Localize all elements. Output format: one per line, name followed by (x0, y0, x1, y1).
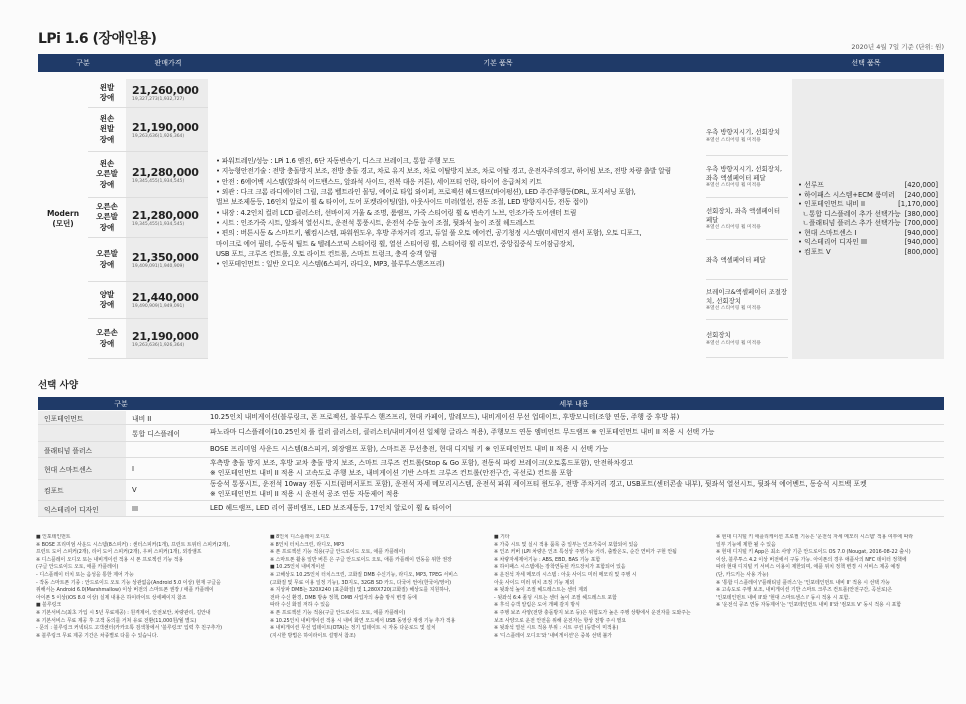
header-option: 선택 품목 (788, 54, 944, 72)
section-title: 선택 사양 (38, 380, 79, 391)
price-row (88, 238, 208, 282)
page-title: LPi 1.6 (장애인용) (38, 31, 157, 47)
footnote-line: 이상, 블루투스 4.2 이상 버전에서 구동 가능. 아이폰의 경우 애플사의 NFC 데이터 정책에 (716, 556, 907, 563)
spec-detail (204, 425, 944, 441)
option-price: [1,170,000] (898, 200, 938, 209)
option-name: • 컴포트 V (798, 247, 831, 256)
option-item (798, 229, 938, 239)
basic-feature-line: • 시트 : 인조가죽 시트, 앞좌석 열선시트, 운전석 통풍시트, 운전석 수동 높이 조절, 뒷좌석 높이 조절 헤드레스트 (216, 218, 535, 227)
footnote-line: 아웃 사이드 미러 위치 조정 기능 제외 (494, 579, 575, 586)
option-price: [420,000] (904, 181, 938, 189)
basic-feature-line: 벌브 보조제동등, 16인치 알로이 휠 & 타이어, 도어 포켓라이팅(앞), 아웃사이드 미러(열선, 전동 조절, LED 방향지시등, 전동 접이) (216, 198, 588, 207)
footnote-line: ※ 폰 프로젝션 기능 적용(구글 안드로이드 오토, 애플 카플레이) (270, 549, 406, 556)
footnote-line: (단, 카드키는 사용 가능) (716, 571, 769, 578)
basic-feature-line: • 편의 : 버튼시동 & 스마트키, 웰컴시스템, 파워윈도우, 후방 주차거리 경고, 듀얼 풀 오토 에어컨, 공기청정 시스템(미세먼지 센서 포함), 오토 디포그, (216, 229, 642, 238)
disability-type: 오른손 장애 (96, 328, 118, 348)
footnote-line: ※ '통합 디스플레이'/'플래티넘 플러스'는 '인포테인먼트 내비 II' 적용 시 선택 가능 (716, 579, 890, 586)
spec-subcategory: V (132, 486, 137, 494)
device-note: ※열선 스티어링 휠 미적용 (706, 183, 761, 189)
price-breakdown: 19,263,636(1,926,364) (132, 133, 185, 139)
sale-price: 21,260,000 (132, 84, 199, 97)
spec-detail (204, 411, 944, 424)
spec-subcategory: III (132, 504, 139, 513)
footnote-line: 아이폰 5 이상(iOS 8.0 이상) 실제 내용은 하이라이트 상세페이지 참조 (36, 594, 187, 601)
sale-price: 21,440,000 (132, 291, 199, 304)
spec-detail-line: ※ 인포테인먼트 내비 II 적용 시 운전석 공조 연동 자동제어 적용 (210, 490, 399, 498)
spec-detail-line: 후측방 충돌 방지 보조, 후방 교차 충돌 방지 보조, 스마트 크루즈 컨트롤(Stop & Go 포함), 전동식 파킹 브레이크(오토홀드포함), 안전하차경고 (210, 458, 634, 467)
spec-detail (204, 480, 944, 500)
device-item (706, 282, 788, 320)
price-basis-note: 2020년 4월 7일 기준 (단위: 원) (851, 43, 944, 51)
footnote-line: ※ '운전석 공조 연동 자동제어'는 '인포테인먼트 내비 II'와 '컴포트 V' 동시 적용 시 포함 (716, 602, 902, 609)
device-note: ※열선 스티어링 휠 미적용 (706, 306, 761, 312)
footnote-line: ※ 하이패스 시스템에는 장착연동된 카드장치가 포함되어 있음 (494, 564, 626, 571)
price-cell (126, 319, 208, 358)
basic-feature-line: • 외관 : 다크 크롬 라디에이터 그릴, 크롬 벨트라인 몰딩, 에어로 타입 와이퍼, 프로젝션 헤드램프(바이펑션), LED 주간주행등(DRL, 포지셔닝 포함), (216, 187, 636, 196)
option-price: [380,000] (904, 209, 938, 218)
spec-detail (204, 458, 944, 479)
header-basic: 기본 품목 (208, 54, 788, 72)
spec-detail-line: 파노라마 디스플레이(10.25인치 풀 컬러 클러스터, 클러스터/내비게이션 일체형 글라스 적용), 주행모드 연동 엠비언트 무드램프 ※ 인포테인먼트 내비 II 적용 시 선택 가능 (210, 428, 715, 437)
device-note: ※열선 스티어링 휠 미적용 (706, 225, 761, 231)
price-breakdown: 19,409,091(1,940,909) (132, 263, 185, 269)
spec-subcategory: 통합 디스플레이 (132, 430, 181, 438)
footnote-line: 프런트 도어 스피커(2개), 리어 도어 스피커(2개), 우퍼 스피커(1개), 외장앰프 (36, 549, 202, 556)
price-cell (126, 152, 208, 197)
option-name: • 선루프 (798, 181, 824, 189)
spec-row (38, 458, 944, 480)
footnote-line: ※ 주행 보조 사양(전방 충돌방지 보조 등)은 위험도가 높은 주행 상황에서 운전자를 도와주는 (494, 609, 691, 616)
spec-detail (204, 442, 944, 457)
spec-header-detail: 세부 내용 (204, 397, 944, 410)
footnote-line: ※ 디스플레이 오디오 또는 내비게이션 적용 시 폰 프로젝션 기능 적용 (36, 556, 184, 563)
spec-category: 플래티넘 플러스 (38, 442, 126, 457)
option-name: • 현대 스마트센스 I (798, 228, 857, 237)
footnote-line: ※ 가죽 시트 및 실시 적용 품목 중 일부는 인조가죽이 포함되어 있음 (494, 541, 639, 548)
basic-feature-line: 마이크로 에어 필터, 수동식 틸트 & 텔레스코픽 스티어링 휠, 열선 스티어링 휠, 스티어링 휠 리모컨, 중앙집중식 도어잠금장치, (216, 239, 575, 248)
option-item (798, 238, 938, 248)
device-item (706, 158, 788, 198)
footnote-line: (고화질 및 무료 이용 일정 기능), 3D지도, 32GB SD 카드, 다국어 언어(한국어/영어) (270, 579, 451, 586)
footnote-line: ■ 기타 (494, 534, 510, 540)
spec-category: 익스테리어 디자인 (38, 501, 126, 516)
sale-price: 21,190,000 (132, 329, 199, 343)
footnote-column (36, 534, 264, 640)
footnote-line: ※ 차량자세제어기능 : ABS, EBD, BAS 기능 포함 (494, 556, 601, 563)
device-text: 우측 방향지시기, 선회장치, 좌측 액셀페이터 페달 (706, 164, 783, 183)
option-list (798, 181, 938, 257)
footnote-line: ※ 고속도로 주행 보조, 내비게이션 기반 스마트 크루즈 컨트롤(안전구간, 곡선로)은 (716, 587, 893, 594)
price-breakdown: 19,345,455(1,934,545) (132, 221, 185, 227)
spec-header-category: 구분 (38, 397, 204, 410)
option-name: • 하이패스 시스템+ECM 룸미러 (798, 190, 895, 199)
spec-detail (204, 501, 944, 516)
footnote-line: ※ 폰 프로젝션 기능 적용(구글 안드로이드 오토, 애플 카플레이) (270, 609, 406, 616)
price-cell (126, 79, 208, 107)
price-breakdown: 19,345,455(1,934,545) (132, 178, 185, 184)
price-row (88, 319, 208, 359)
option-item (798, 248, 938, 258)
device-note: ※열선 스티어링 휠 미적용 (706, 340, 761, 346)
disability-type: 오른손 오른발 장애 (96, 202, 118, 232)
option-item (798, 191, 938, 201)
spec-row (38, 501, 944, 517)
spec-detail-line: ※ 인포테인먼트 내비 II 적용 시 고속도로 주행 보조, 내비게이션 기반 스마트 크루즈 컨트롤(안전구간, 곡선로) 컨트롤 포함 (210, 468, 573, 477)
footnote-line: - 뒷좌석 6:4 폴딩 시트는 센터 높이 조절 헤드레스트 포함 (494, 594, 617, 601)
footnote-line: ※ '디스플레이 오디오'와 '내비게이션'은 중복 선택 불가 (494, 632, 613, 639)
device-note: ※열선 스티어링 휠 미적용 (706, 137, 761, 143)
option-name: ㄴ플래티넘 플러스 추가 선택가능 (798, 219, 901, 228)
spec-subcategory: I (132, 464, 135, 473)
footnote-line: 따라 현대 디지털 키 서비스 이용이 제한되며, 애플 위치 정책 변경 시 서비스 제공 예정 (716, 564, 900, 571)
spec-category: 컴포트 (38, 480, 126, 500)
footnote-column (716, 534, 944, 610)
device-text: 선회장치, 좌측 액셀페이터 페달 (706, 206, 781, 225)
footnote-line: ※ 뒷좌석 열선 시트 적용 부위 : 시트 쿠션 (등받이 미적용) (494, 625, 619, 632)
disability-type: 오른발 장애 (96, 249, 118, 269)
disability-type: 왼손 오른발 장애 (96, 159, 118, 189)
option-panel (792, 79, 944, 359)
price-row (88, 198, 208, 238)
price-row (88, 152, 208, 198)
device-item (706, 322, 788, 358)
spec-category: 인포테인먼트 (38, 411, 126, 424)
footnote-line: 따라 수신 화질 저하 수 있음 (270, 602, 330, 609)
sale-price: 21,280,000 (132, 208, 199, 222)
option-price: [700,000] (904, 219, 938, 228)
option-price: [940,000] (904, 238, 938, 247)
footnote-line: ※ 8인치 터치스크린, 라디오, MP3 (270, 541, 345, 548)
option-name: • 인포테인먼트 내비 II (798, 200, 866, 209)
option-name: • 익스테리어 디자인 III (798, 238, 868, 247)
price-cell (126, 198, 208, 237)
device-item (706, 118, 788, 156)
spec-detail-line: LED 헤드램프, LED 리어 콤비램프, LED 보조제동등, 17인치 알로이 휠 & 타이어 (210, 503, 452, 512)
header-category: 구분 (38, 54, 128, 72)
device-text: 브레이크&액셀페이터 조절장치, 선회장치 (706, 287, 788, 306)
footnote-line: - 작동 스마트폰 기종 : 안드로이드 오토 기능 상관없음(Android 5.0 이상) 현재 구글을 (36, 579, 221, 586)
spec-subcategory: 내비 II (132, 414, 152, 423)
footnote-line: ■ 블루링크 (36, 602, 62, 609)
footnote-line: ※ 지상파 DMB는 320X240 (표준화질) 및 1,280X720(고화질) 해상도를 지원하나, (270, 587, 451, 594)
footnote-line: ※ 현대 디지털 키 애플리케이션 프로필 기능은 '운전석 자세 메모리 시스템' 적용 여부에 따라 (716, 534, 914, 540)
footnote-line: ■ 인포테인먼트 (36, 534, 71, 540)
option-price: [800,000] (904, 247, 938, 256)
option-item (798, 210, 938, 220)
footnote-line: ※ 뒷좌석 높이 조절 헤드레스트는 센터 제외 (494, 587, 588, 594)
option-price: [940,000] (904, 228, 938, 237)
spec-row (38, 442, 944, 458)
footnote-line: ※ 후석 승객 알림은 도어 개폐 감지 방식 (494, 602, 580, 609)
price-cell (126, 108, 208, 151)
spec-detail-line: BOSE 프리미엄 사운드 시스템(8스피커, 외장앰프 포함), 스마트폰 무선충전, 현대 디지털 키 ※ 인포테인먼트 내비 II 적용 시 선택 가능 (210, 444, 609, 453)
footnote-line: ※ 고해상도 10.25인치 터치스크린, 고화질 DMB 수신기능, 라디오, MP3, TPEG 서비스 (270, 571, 458, 578)
basic-feature-line: • 파워트레인/성능 : LPi 1.6 엔진, 6단 자동변속기, 디스크 브레이크, 통합 주행 모드 (216, 157, 455, 165)
basic-feature-line: USB 포트, 크루즈 컨트롤, 오토 라이트 컨트롤, 스마트 트렁크, 충격 승객 알림 (216, 249, 438, 258)
header-price: 판매가격 (128, 54, 208, 72)
basic-features (216, 156, 702, 270)
footnote-line: ※ 인조 커버 (LPI 차량은 인조 특성상 주행가능 거리, 출발온도, 순간 연비가 구현 안됨 (494, 549, 677, 556)
footnote-line: ※ 현대 디지털 키 App은 최소 사양 기준 안드로이드 OS 7.0 (Nougat, 2016-08-22 출시) (716, 549, 911, 556)
disability-type: 왼손 왼발 장애 (99, 114, 115, 144)
price-breakdown: 19,263,636(1,926,364) (132, 342, 185, 348)
footnote-line: ※ BOSE 프리미엄 사운드 시스템(8스피커) : 센터스피커(1개), 프런트 트위터 스피커(2개), (36, 541, 230, 548)
footnote-line: ※ 기본서비스 무료 제공 후 고객 동의를 거쳐 유료 전환(11,000원/월 별도) (36, 617, 197, 624)
option-price: [240,000] (904, 190, 938, 199)
spec-row (38, 411, 944, 425)
footnote-column (494, 534, 712, 640)
price-row (88, 79, 208, 108)
sale-price: 21,280,000 (132, 165, 199, 179)
price-breakdown: 19,327,273(1,932,727) (132, 97, 185, 102)
spec-category: 현대 스마트센스 (38, 458, 126, 479)
footnote-line: (지시한 방법은 하이라이트 설명서 참조) (270, 632, 356, 639)
footnote-column (270, 534, 490, 640)
footnote-line: 위해서는 Android 6.0(Marshmallow) 이상 버전의 스마트폰 권장 / 애플 카플레이 (36, 587, 214, 594)
footnote-line: '인포테인먼트 내비 II'와 '현대 스마트센스 I' 동시 적용 시 포함. (716, 594, 850, 601)
spec-row (38, 425, 944, 442)
device-text: 선회장치 (706, 331, 731, 340)
footnote-line: ■ 10.25인치 내비게이션 (270, 564, 325, 571)
option-item (798, 200, 938, 210)
basic-feature-line: • 인포테인먼트 : 일반 오디오 시스템(6스피커, 라디오, MP3, 블루투스핸즈프리) (216, 260, 445, 269)
price-breakdown: 19,490,909(1,949,091) (132, 304, 185, 309)
device-item (706, 200, 788, 240)
price-row (88, 282, 208, 319)
sale-price: 21,190,000 (132, 120, 199, 134)
basic-feature-line: • 지능형안전기술 : 전방 충돌방지 보조, 전방 충돌 경고, 차로 유지 보조, 차로 이탈방지 보조, 차로 이탈 경고, 운전자주의경고, 하이빔 보조, 전방 차량 출발 알림 (216, 167, 671, 176)
spec-category (38, 425, 126, 441)
option-name: ㄴ통합 디스플레이 추가 선택가능 (798, 209, 901, 218)
spec-subcategory (126, 442, 204, 457)
footnote-line: - 디스플레이 터치 또는 음성을 통한 제어 가능 (36, 571, 134, 578)
price-row (88, 108, 208, 152)
device-item (706, 242, 788, 280)
spec-detail-line: 10.25인치 내비게이션(블루링크, 폰 프로젝션, 블루투스 핸즈프리, 현대 카페이, 발레모드), 내비게이션 무선 업데이트, 후방모니터(조향 연동, 주행 중 후방 뷰) (210, 412, 680, 421)
device-text: 좌측 액셀페이터 페달 (706, 255, 766, 264)
trim-name: Modern (모던) (46, 209, 80, 228)
basic-feature-line: • 안전 : 6에어백 시스템(앞좌석 어드밴스드, 앞좌석 사이드, 전복 대응 커튼), 세이프티 언락, 타이어 응급처치 키트 (216, 177, 542, 186)
device-text: 우측 방향지시기, 선회장치 (706, 128, 781, 137)
spec-detail-line: 동승석 통풍시트, 운전석 10way 전동 시트(럼버서포트 포함), 운전석 자세 메모리시스템, 운전석 파워 세이프티 윈도우, 전방 주차거리 경고, USB포트(센터콘솔 내부), 뒷좌석 열선시트, 뒷좌석 에어벤트, 동승석 시트백 포켓 (210, 480, 867, 489)
price-cell (126, 238, 208, 281)
footnote-line: (구글 안드로이드 오토, 애플 카플레이) (36, 564, 119, 571)
disability-type: 양발 장애 (99, 289, 115, 309)
basic-feature-line: • 내장 : 4.2인치 컬러 LCD 클러스터, 선바이저 거울 & 조명, 룸램프, 가죽 스티어링 휠 & 변속기 노브, 인조가죽 도어센터 트림 (216, 208, 577, 217)
sale-price: 21,350,000 (132, 250, 199, 264)
option-item (798, 219, 938, 229)
footnote-line: ※ 기본서비스(최초 가입 시 5년 무료제공) : 원격제어, 안전보안, 차량관리, 길안내 (36, 609, 211, 616)
footnote-line: 전파 수신 환경, DMB 방송 정책, DMB 사업자의 송출 방식 변경 등에 (270, 594, 417, 601)
footnote-line: 보조 사양으로 운전 안전을 위해 운전자는 항상 전방 주시 필요 (494, 617, 627, 624)
footnote-line: 일부 기능에 제한 될 수 있음 (716, 541, 776, 548)
footnote-line: - 문의 : 블루링크 커넥티드 고객센터(카카오톡 검색창에서 '블루링크' 입력 후 친구추가) (36, 625, 223, 632)
option-item (798, 181, 938, 191)
footnote-line: ※ 운전석 자세 메모리 시스템 : 아웃 사이드 미러 메모리 및 주행 시 (494, 571, 637, 578)
trim-group-label (38, 79, 88, 359)
footnote-line: ※ 블루링크 무료 제공 기간은 차종별로 다를 수 있습니다. (36, 632, 159, 639)
disability-type: 왼발 장애 (99, 82, 115, 102)
footnote-line: ※ 10.25인치 내비게이션 적용 시 내비 화면 모드에서 USB 동영상 재생 기능 추가 적용 (270, 617, 456, 624)
spec-row (38, 480, 944, 501)
footnote-line: ※ 내비게이션 무선 업데이트(OTA)는 정기 업데이트 시 자동 다운로드 및 설치 (270, 625, 436, 632)
footnote-line: ■ 8인치 디스플레이 오디오 (270, 534, 330, 540)
footnote-line: ※ 스마트폰 활용 일반 버튼 은 구글 안드로이드 오토, 애플 카플레이 연동을 위한 권장 (270, 556, 452, 563)
price-cell (126, 282, 208, 318)
